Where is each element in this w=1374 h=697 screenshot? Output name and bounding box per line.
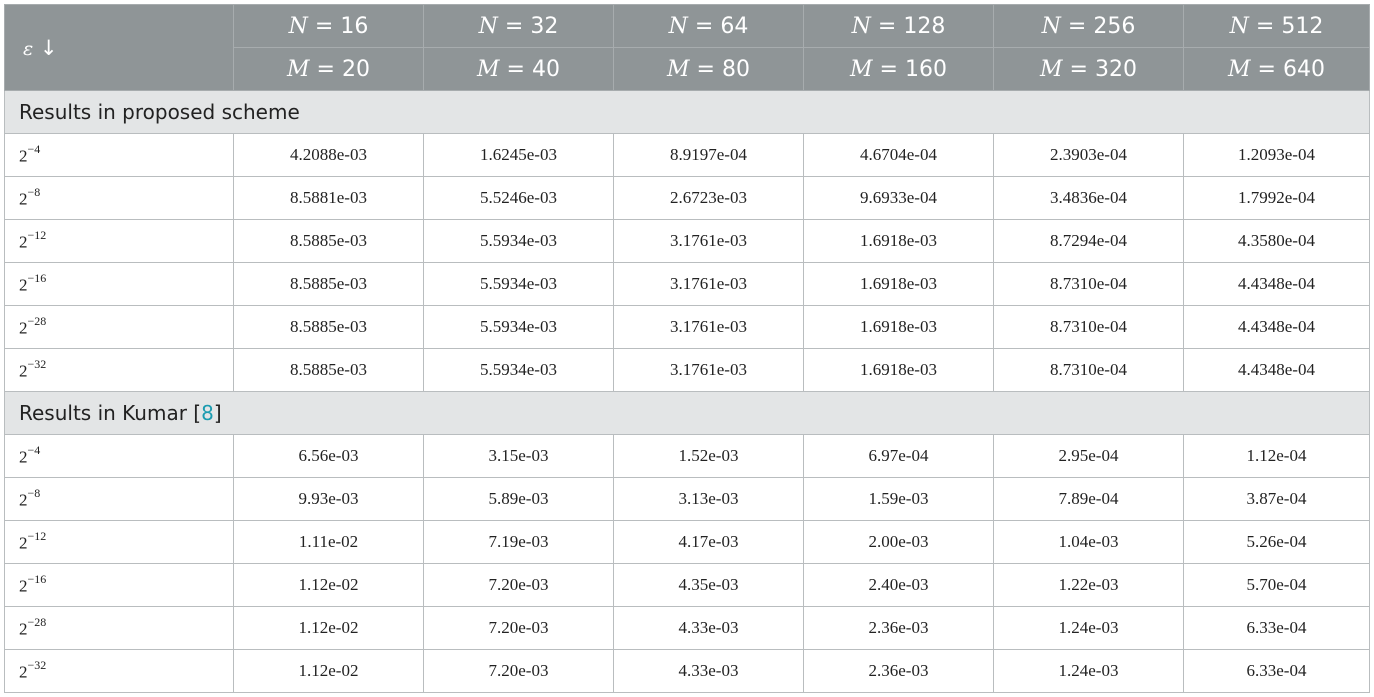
- epsilon-exponent: −8: [27, 184, 41, 199]
- n-header-cell: [424, 5, 614, 48]
- error-value-cell: 8.5885e-03: [234, 263, 424, 306]
- error-value-cell: 6.97e-04: [804, 435, 994, 478]
- table-row: [5, 134, 1370, 177]
- section-title-text: Results in proposed scheme: [19, 100, 300, 124]
- epsilon-value: [5, 177, 234, 220]
- error-value-cell: 1.2093e-04: [1184, 134, 1370, 177]
- error-value-cell: 5.5934e-03: [424, 306, 614, 349]
- epsilon-header: [5, 5, 234, 91]
- n-header-cell: [994, 5, 1184, 48]
- table-row: [5, 521, 1370, 564]
- header-row-n: [5, 5, 1370, 48]
- epsilon-exponent: −28: [27, 614, 47, 629]
- epsilon-value: [5, 478, 234, 521]
- epsilon-base: 2: [19, 361, 28, 381]
- error-value-cell: 1.24e-03: [994, 650, 1184, 693]
- epsilon-symbol: ε: [23, 37, 34, 60]
- error-value-cell: 5.5934e-03: [424, 263, 614, 306]
- m-header-cell-value: = 40: [499, 56, 560, 82]
- epsilon-base: 2: [19, 662, 28, 682]
- epsilon-value: [5, 306, 234, 349]
- table-row: [5, 177, 1370, 220]
- error-value-cell: 7.89e-04: [994, 478, 1184, 521]
- n-header-cell-symbol: N: [288, 13, 308, 39]
- m-header-cell-value: = 20: [309, 56, 370, 82]
- error-value-cell: 1.12e-04: [1184, 435, 1370, 478]
- n-header-cell-value: = 256: [1060, 13, 1136, 39]
- table-row: [5, 306, 1370, 349]
- error-value-cell: 3.1761e-03: [614, 263, 804, 306]
- m-header-cell-symbol: M: [850, 56, 873, 82]
- error-value-cell: 5.5934e-03: [424, 349, 614, 392]
- error-value-cell: 5.5246e-03: [424, 177, 614, 220]
- error-value-cell: 7.20e-03: [424, 564, 614, 607]
- error-value-cell: 5.5934e-03: [424, 220, 614, 263]
- error-value-cell: 3.87e-04: [1184, 478, 1370, 521]
- epsilon-base: 2: [19, 619, 28, 639]
- epsilon-value: [5, 521, 234, 564]
- error-value-cell: 6.33e-04: [1184, 650, 1370, 693]
- m-header-cell: [614, 48, 804, 91]
- n-header-cell-symbol: N: [851, 13, 871, 39]
- table-row: [5, 349, 1370, 392]
- error-value-cell: 9.93e-03: [234, 478, 424, 521]
- epsilon-value: [5, 650, 234, 693]
- error-value-cell: 8.5885e-03: [234, 220, 424, 263]
- error-value-cell: 1.22e-03: [994, 564, 1184, 607]
- epsilon-exponent: −8: [27, 485, 41, 500]
- n-header-cell-value: = 512: [1248, 13, 1324, 39]
- epsilon-exponent: −16: [27, 270, 47, 285]
- epsilon-base: 2: [19, 232, 28, 252]
- n-header-cell: [234, 5, 424, 48]
- table-row: [5, 650, 1370, 693]
- error-value-cell: 8.5885e-03: [234, 349, 424, 392]
- epsilon-exponent: −4: [27, 442, 41, 457]
- m-header-cell: [1184, 48, 1370, 91]
- n-header-cell-symbol: N: [1229, 13, 1249, 39]
- epsilon-exponent: −16: [27, 571, 47, 586]
- error-value-cell: 1.6918e-03: [804, 349, 994, 392]
- table-row: [5, 435, 1370, 478]
- down-arrow-icon: ↓: [39, 35, 58, 60]
- n-header-cell-value: = 128: [870, 13, 946, 39]
- reference-link[interactable]: 8: [201, 401, 214, 425]
- epsilon-base: 2: [19, 318, 28, 338]
- error-value-cell: 3.4836e-04: [994, 177, 1184, 220]
- error-value-cell: 2.00e-03: [804, 521, 994, 564]
- error-value-cell: 3.1761e-03: [614, 349, 804, 392]
- epsilon-value: [5, 220, 234, 263]
- section-row: [5, 392, 1370, 435]
- error-value-cell: 1.6918e-03: [804, 220, 994, 263]
- m-header-cell-value: = 640: [1250, 56, 1325, 82]
- error-value-cell: 2.40e-03: [804, 564, 994, 607]
- epsilon-exponent: −12: [27, 227, 47, 242]
- epsilon-value: [5, 607, 234, 650]
- error-value-cell: 1.24e-03: [994, 607, 1184, 650]
- error-value-cell: 4.4348e-04: [1184, 349, 1370, 392]
- m-header-cell: [234, 48, 424, 91]
- error-value-cell: 4.33e-03: [614, 650, 804, 693]
- error-value-cell: 5.70e-04: [1184, 564, 1370, 607]
- error-value-cell: 5.26e-04: [1184, 521, 1370, 564]
- n-header-cell: [1184, 5, 1370, 48]
- error-value-cell: 4.2088e-03: [234, 134, 424, 177]
- epsilon-exponent: −4: [27, 141, 41, 156]
- error-value-cell: 6.56e-03: [234, 435, 424, 478]
- table-row: [5, 607, 1370, 650]
- table-row: [5, 220, 1370, 263]
- section-title: [5, 392, 1370, 435]
- error-value-cell: 2.36e-03: [804, 607, 994, 650]
- epsilon-base: 2: [19, 447, 28, 467]
- error-value-cell: 1.52e-03: [614, 435, 804, 478]
- n-header-cell: [804, 5, 994, 48]
- error-value-cell: 1.04e-03: [994, 521, 1184, 564]
- error-value-cell: 1.6918e-03: [804, 263, 994, 306]
- error-value-cell: 3.15e-03: [424, 435, 614, 478]
- error-value-cell: 3.13e-03: [614, 478, 804, 521]
- error-value-cell: 2.36e-03: [804, 650, 994, 693]
- epsilon-value: [5, 564, 234, 607]
- error-value-cell: 1.6918e-03: [804, 306, 994, 349]
- error-value-cell: 1.59e-03: [804, 478, 994, 521]
- n-header-cell-symbol: N: [668, 13, 688, 39]
- error-value-cell: 2.6723e-03: [614, 177, 804, 220]
- m-header-cell-symbol: M: [477, 56, 500, 82]
- table-row: [5, 564, 1370, 607]
- error-value-cell: 8.5881e-03: [234, 177, 424, 220]
- error-value-cell: 5.89e-03: [424, 478, 614, 521]
- error-value-cell: 8.7310e-04: [994, 349, 1184, 392]
- table-body: [5, 91, 1370, 693]
- m-header-cell-value: = 80: [689, 56, 750, 82]
- error-value-cell: 2.95e-04: [994, 435, 1184, 478]
- error-value-cell: 8.7294e-04: [994, 220, 1184, 263]
- error-value-cell: 6.33e-04: [1184, 607, 1370, 650]
- m-header-cell-symbol: M: [1228, 56, 1251, 82]
- m-header-cell-value: = 160: [872, 56, 947, 82]
- error-value-cell: 8.9197e-04: [614, 134, 804, 177]
- m-header-cell-value: = 320: [1062, 56, 1137, 82]
- m-header-cell: [424, 48, 614, 91]
- epsilon-value: [5, 134, 234, 177]
- epsilon-exponent: −32: [27, 657, 47, 672]
- n-header-cell: [614, 5, 804, 48]
- error-value-cell: 8.5885e-03: [234, 306, 424, 349]
- error-value-cell: 7.20e-03: [424, 607, 614, 650]
- error-value-cell: 4.35e-03: [614, 564, 804, 607]
- epsilon-exponent: −32: [27, 356, 47, 371]
- error-value-cell: 4.4348e-04: [1184, 263, 1370, 306]
- table-row: [5, 263, 1370, 306]
- error-value-cell: 3.1761e-03: [614, 306, 804, 349]
- error-value-cell: 9.6933e-04: [804, 177, 994, 220]
- error-value-cell: 4.6704e-04: [804, 134, 994, 177]
- m-header-cell: [994, 48, 1184, 91]
- error-value-cell: 1.7992e-04: [1184, 177, 1370, 220]
- error-value-cell: 8.7310e-04: [994, 306, 1184, 349]
- error-value-cell: 1.12e-02: [234, 564, 424, 607]
- epsilon-value: [5, 349, 234, 392]
- m-header-cell-symbol: M: [667, 56, 690, 82]
- epsilon-base: 2: [19, 146, 28, 166]
- error-value-cell: 4.33e-03: [614, 607, 804, 650]
- error-value-cell: 4.17e-03: [614, 521, 804, 564]
- error-value-cell: 3.1761e-03: [614, 220, 804, 263]
- epsilon-exponent: −28: [27, 313, 47, 328]
- epsilon-value: [5, 435, 234, 478]
- epsilon-exponent: −12: [27, 528, 47, 543]
- section-title-text: Results in Kumar [: [19, 401, 202, 425]
- m-header-cell-symbol: M: [1040, 56, 1063, 82]
- error-value-cell: 1.12e-02: [234, 607, 424, 650]
- error-value-cell: 2.3903e-04: [994, 134, 1184, 177]
- error-value-cell: 1.12e-02: [234, 650, 424, 693]
- error-value-cell: 7.19e-03: [424, 521, 614, 564]
- n-header-cell-value: = 16: [307, 13, 369, 39]
- n-header-cell-symbol: N: [478, 13, 498, 39]
- epsilon-base: 2: [19, 275, 28, 295]
- results-table: [4, 4, 1370, 693]
- section-title-end: ]: [213, 401, 222, 425]
- n-header-cell-symbol: N: [1041, 13, 1061, 39]
- n-header-cell-value: = 32: [497, 13, 559, 39]
- epsilon-base: 2: [19, 189, 28, 209]
- epsilon-base: 2: [19, 490, 28, 510]
- m-header-cell-symbol: M: [287, 56, 310, 82]
- error-value-cell: 8.7310e-04: [994, 263, 1184, 306]
- section-title: [5, 91, 1370, 134]
- table-row: [5, 478, 1370, 521]
- m-header-cell: [804, 48, 994, 91]
- error-value-cell: 1.11e-02: [234, 521, 424, 564]
- epsilon-base: 2: [19, 533, 28, 553]
- epsilon-value: [5, 263, 234, 306]
- epsilon-base: 2: [19, 576, 28, 596]
- error-value-cell: 1.6245e-03: [424, 134, 614, 177]
- section-row: [5, 91, 1370, 134]
- error-value-cell: 7.20e-03: [424, 650, 614, 693]
- error-value-cell: 4.4348e-04: [1184, 306, 1370, 349]
- n-header-cell-value: = 64: [687, 13, 749, 39]
- error-value-cell: 4.3580e-04: [1184, 220, 1370, 263]
